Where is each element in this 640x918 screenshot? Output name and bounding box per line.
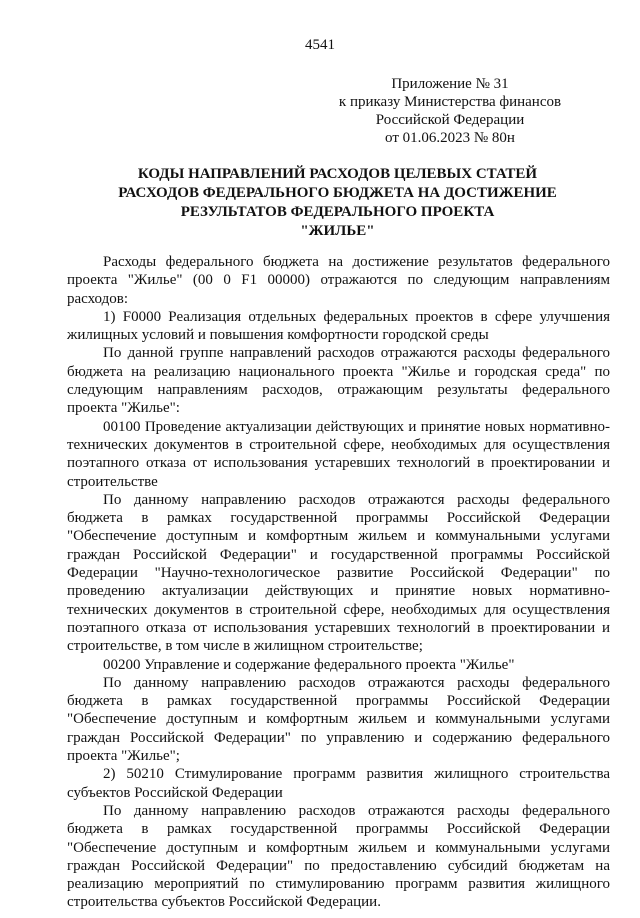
appendix-line: от 01.06.2023 № 80н (385, 130, 515, 146)
appendix-line: Приложение № 31 (391, 76, 509, 92)
paragraph: По данной группе направлений расходов отражаются расходы федерального бюджета на реализацию национального проекта "Жилье и городская среда" по следующим направлениям расходов, отражающим результаты федерального проекта "Жилье": (67, 345, 610, 417)
appendix-line: к приказу Министерства финансов (338, 94, 562, 110)
page-number: 4541 (305, 37, 335, 53)
paragraph: 00100 Проведение актуализации действующих и принятие новых нормативно-технических документов в строительной сфере, необходимых для осуществления поэтапного отказа от использования устаревших технологий в проектировании и строительстве (67, 418, 610, 490)
paragraph: По данному направлению расходов отражаются расходы федерального бюджета в рамках государственной программы Российской Федерации "Обеспечение доступным и комфортным жильем и коммунальными услугами граждан Российской Федерации" и государственной программы Российской Федерации "Научно-технологическое развитие Российской Федерации" по проведению актуализации действующих и принятие новых нормативно-технических документов в строительной сфере, необходимых для осуществления поэтапного отказа от использования устаревших технологий в проектировании и строительстве, в том числе в жилищном строительстве; (67, 491, 610, 655)
document-title (60, 165, 615, 241)
paragraph: По данному направлению расходов отражаются расходы федерального бюджета в рамках государственной программы Российской Федерации "Обеспечение доступным и комфортным жильем и коммунальными услугами граждан Российской Федерации" по управлению и содержанию федерального проекта "Жилье"; (67, 674, 610, 765)
paragraph: По данному направлению расходов отражаются расходы федерального бюджета в рамках государственной программы Российской Федерации "Обеспечение доступным и комфортным жильем и коммунальными услугами граждан Российской Федерации" по предоставлению субсидий бюджетам на реализацию мероприятий по стимулированию программ развития жилищного строительства субъектов Российской Федерации. (67, 802, 610, 911)
title-line: "ЖИЛЬЕ" (300, 223, 375, 239)
paragraph: 00200 Управление и содержание федерального проекта "Жилье" (103, 656, 515, 673)
appendix-line: Российской Федерации (375, 112, 525, 128)
paragraph: Расходы федерального бюджета на достижение результатов федерального проекта "Жилье" (00 0 F1 00000) отражаются по следующим направлениям расходов: (67, 254, 610, 307)
appendix-reference (320, 75, 580, 147)
title-line: РАСХОДОВ ФЕДЕРАЛЬНОГО БЮДЖЕТА НА ДОСТИЖЕНИЕ (118, 185, 557, 201)
paragraph: 2) 50210 Стимулирование программ развития жилищного строительства субъектов Российской Федерации (67, 766, 610, 801)
paragraph: 1) F0000 Реализация отдельных федеральных проектов в сфере улучшения жилищных условий и повышения комфортности городской среды (67, 308, 610, 344)
title-line: КОДЫ НАПРАВЛЕНИЙ РАСХОДОВ ЦЕЛЕВЫХ СТАТЕЙ (137, 166, 538, 182)
title-line: РЕЗУЛЬТАТОВ ФЕДЕРАЛЬНОГО ПРОЕКТА (180, 204, 495, 220)
document-body (67, 253, 610, 912)
